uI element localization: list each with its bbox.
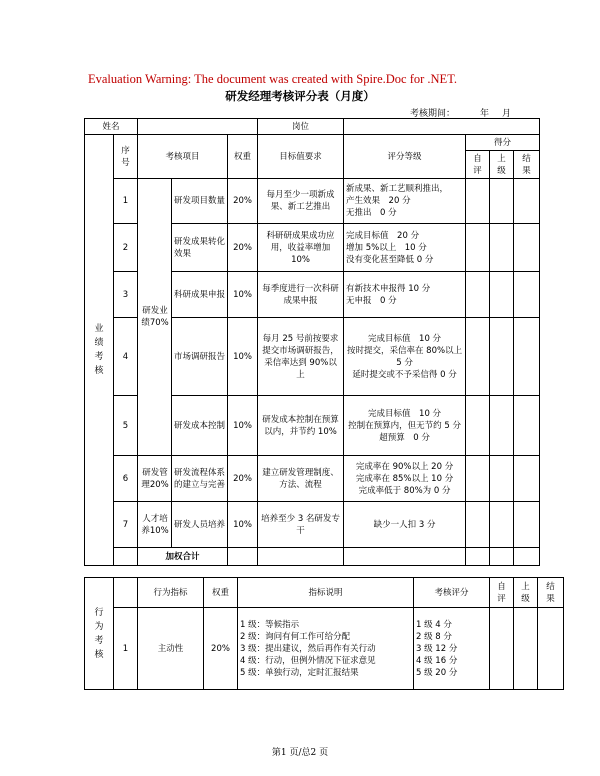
table-row bbox=[85, 502, 540, 548]
scoring-line: 完成率低于 80%为 0 分 bbox=[358, 485, 451, 496]
col-result-text: 结果 bbox=[522, 153, 531, 176]
period-month: 月 bbox=[502, 109, 512, 119]
row-scoring bbox=[344, 396, 466, 456]
score-superior[interactable] bbox=[490, 396, 514, 456]
row-no: 7 bbox=[114, 502, 138, 548]
perf-category-text: 业绩考核 bbox=[94, 324, 104, 376]
scoring-line: 有新技术申报得 10 分 bbox=[346, 283, 431, 294]
score-self[interactable] bbox=[466, 224, 490, 272]
score-superior[interactable] bbox=[490, 502, 514, 548]
header-row bbox=[85, 135, 540, 151]
row-scoring bbox=[344, 272, 466, 318]
col-weight: 权重 bbox=[228, 135, 258, 179]
level-line: 4 级：行动，但例外情况下征求意见 bbox=[240, 655, 376, 666]
row-no: 4 bbox=[114, 318, 138, 396]
row-item: 研发流程体系的建立与完善 bbox=[172, 456, 228, 502]
row-weight: 10% bbox=[228, 502, 258, 548]
perf-category bbox=[85, 135, 114, 566]
col-item: 考核项目 bbox=[138, 135, 228, 179]
row-target: 科研研成果成功应用，收益率增加 10% bbox=[258, 224, 344, 272]
col-weight: 权重 bbox=[204, 578, 238, 608]
score-result[interactable] bbox=[538, 608, 564, 690]
level-line: 1 级：等候指示 bbox=[240, 619, 300, 630]
group-label-text: 人才培养10% bbox=[141, 513, 169, 536]
score-self[interactable] bbox=[466, 318, 490, 396]
score-self[interactable] bbox=[490, 608, 514, 690]
row-weight: 20% bbox=[204, 608, 238, 690]
row-no: 5 bbox=[114, 396, 138, 456]
row-target: 建立研发管理制度、方法、流程 bbox=[258, 456, 344, 502]
row-scoring bbox=[344, 502, 466, 548]
score-superior[interactable] bbox=[490, 318, 514, 396]
scoring-line: 延时提交或不予采信得 0 分 bbox=[352, 369, 457, 380]
group-label-text: 研发管理20% bbox=[141, 467, 169, 490]
scoring-line: 完成率在 90%以上 20 分 bbox=[355, 461, 454, 472]
bonus-target bbox=[258, 548, 344, 566]
col-self-text: 自评 bbox=[497, 581, 506, 604]
scoring-line: 无申报 0 分 bbox=[346, 295, 397, 306]
row-no: 1 bbox=[114, 608, 138, 690]
col-score: 考核评分 bbox=[414, 578, 490, 608]
scoring-line: 增加 5%以上 10 分 bbox=[346, 242, 427, 253]
scoring-line: 缺少一人扣 3 分 bbox=[373, 519, 436, 530]
name-row bbox=[85, 119, 540, 135]
score-result[interactable] bbox=[514, 224, 540, 272]
score-result[interactable] bbox=[514, 318, 540, 396]
row-scoring bbox=[344, 456, 466, 502]
group-label bbox=[138, 179, 172, 456]
scoring-line: 无推出 0 分 bbox=[346, 208, 397, 218]
score-self[interactable] bbox=[466, 456, 490, 502]
col-no bbox=[114, 135, 138, 179]
col-result bbox=[514, 151, 540, 179]
score-superior[interactable] bbox=[490, 272, 514, 318]
behavior-category bbox=[85, 578, 114, 690]
row-item: 研发成本控制 bbox=[172, 396, 228, 456]
group-label bbox=[138, 456, 172, 502]
row-no: 6 bbox=[114, 456, 138, 502]
score-superior[interactable] bbox=[490, 456, 514, 502]
period-year: 年 bbox=[480, 109, 490, 119]
scoring-line: 完成目标值 10 分 bbox=[368, 408, 442, 419]
col-score-group: 得分 bbox=[466, 135, 540, 151]
col-superior-text: 上级 bbox=[497, 153, 506, 176]
group-label bbox=[138, 502, 172, 548]
col-indicator: 行为指标 bbox=[138, 578, 204, 608]
table-row bbox=[85, 179, 540, 224]
group-label-text: 研发业绩70% bbox=[141, 306, 169, 328]
level-line: 2 级：询问有何工作可给分配 bbox=[240, 631, 351, 642]
bonus-blank bbox=[114, 548, 138, 566]
name-value[interactable] bbox=[138, 119, 258, 135]
row-weight: 20% bbox=[228, 179, 258, 224]
behavior-header-row bbox=[85, 578, 564, 608]
score-result[interactable] bbox=[514, 456, 540, 502]
scoring-line: 没有变化甚至降低 0 分 bbox=[346, 254, 434, 265]
post-value[interactable] bbox=[344, 119, 540, 135]
score-self[interactable] bbox=[466, 396, 490, 456]
score-self[interactable] bbox=[466, 502, 490, 548]
scoring-line: 控制在预算内，但无节约 5 分 bbox=[348, 420, 461, 431]
row-weight: 20% bbox=[228, 456, 258, 502]
level-line: 3 级：提出建议，然后再作有关行动 bbox=[240, 643, 376, 654]
scoring-line: 超预算 0 分 bbox=[379, 432, 430, 443]
table-row bbox=[85, 456, 540, 502]
row-scores bbox=[414, 608, 490, 690]
row-no: 1 bbox=[114, 179, 138, 224]
row-target: 每季度进行一次科研成果申报 bbox=[258, 272, 344, 318]
bonus-scoring bbox=[344, 548, 466, 566]
row-scoring bbox=[344, 318, 471, 396]
score-result[interactable] bbox=[514, 179, 540, 224]
row-no: 2 bbox=[114, 224, 138, 272]
evaluation-warning: Evaluation Warning: The document was created with Spire.Doc for .NET. bbox=[88, 72, 458, 86]
bonus-weight[interactable] bbox=[228, 548, 258, 566]
row-target: 研发成本控制在预算以内，并节约 10% bbox=[258, 396, 344, 456]
row-target: 每月至少一项新成果、新工艺推出 bbox=[258, 179, 344, 224]
col-self-text: 自评 bbox=[473, 153, 482, 176]
col-desc: 指标说明 bbox=[238, 578, 414, 608]
score-line: 3 级 12 分 bbox=[416, 643, 458, 654]
scoring-line: 新成果、新工艺顺利推出， bbox=[346, 184, 449, 194]
row-item: 研发人员培养 bbox=[172, 502, 228, 548]
col-superior-text: 上级 bbox=[521, 581, 530, 604]
score-superior[interactable] bbox=[490, 179, 514, 224]
post-label: 岗位 bbox=[258, 119, 344, 135]
row-weight: 10% bbox=[228, 272, 258, 318]
scoring-line: 完成率在 85%以上 10 分 bbox=[355, 473, 454, 484]
bonus-row bbox=[85, 548, 540, 566]
col-self bbox=[490, 578, 514, 608]
row-item: 科研成果申报 bbox=[172, 272, 228, 318]
score-result[interactable] bbox=[514, 272, 540, 318]
row-no: 3 bbox=[114, 272, 138, 318]
score-result[interactable] bbox=[514, 396, 540, 456]
score-line: 2 级 8 分 bbox=[416, 631, 452, 642]
col-scoring: 评分等级 bbox=[344, 135, 466, 179]
score-self[interactable] bbox=[466, 179, 490, 224]
score-superior[interactable] bbox=[514, 608, 538, 690]
behavior-table bbox=[84, 577, 564, 690]
performance-table bbox=[84, 118, 540, 566]
period-label: 考核期间： bbox=[410, 109, 456, 119]
col-result bbox=[538, 578, 564, 608]
score-line: 5 级 20 分 bbox=[416, 667, 458, 678]
page-title: 研发经理考核评分表（月度） bbox=[225, 89, 375, 103]
row-indicator: 主动性 bbox=[138, 608, 204, 690]
row-scoring bbox=[344, 224, 466, 272]
col-blank bbox=[114, 578, 138, 608]
score-superior[interactable] bbox=[490, 224, 514, 272]
row-weight: 10% bbox=[228, 318, 258, 396]
row-levels bbox=[238, 608, 414, 690]
scoring-line: 产生效果 20 分 bbox=[346, 196, 411, 206]
row-target: 培养至少 3 名研发专干 bbox=[258, 502, 344, 548]
row-weight: 10% bbox=[228, 396, 258, 456]
score-line: 1 级 4 分 bbox=[416, 619, 452, 630]
col-target: 目标值要求 bbox=[258, 135, 344, 179]
scoring-line: 完成目标值 20 分 bbox=[346, 230, 420, 241]
col-self bbox=[466, 151, 490, 179]
row-scoring bbox=[344, 179, 466, 224]
behavior-category-text: 行为考核 bbox=[94, 607, 104, 660]
col-superior bbox=[514, 578, 538, 608]
col-no-text: 序号 bbox=[121, 145, 130, 168]
table-row bbox=[85, 608, 564, 690]
bonus-result[interactable] bbox=[514, 548, 540, 566]
row-item: 市场调研报告 bbox=[172, 318, 228, 396]
score-result[interactable] bbox=[514, 502, 540, 548]
bonus-self[interactable] bbox=[466, 548, 490, 566]
page-footer: 第1 页/总2 页 bbox=[271, 748, 329, 758]
bonus-label: 加权合计 bbox=[138, 548, 228, 566]
row-target: 每月 25 号前按要求提交市场调研报告，采信率达到 90%以上 bbox=[258, 318, 344, 396]
bonus-superior[interactable] bbox=[490, 548, 514, 566]
name-label: 姓名 bbox=[85, 119, 138, 135]
level-line: 5 级：单独行动，定时汇报结果 bbox=[240, 667, 359, 678]
row-item: 研发成果转化效果 bbox=[172, 224, 228, 272]
score-line: 4 级 16 分 bbox=[416, 655, 458, 666]
row-item: 研发项目数量 bbox=[172, 179, 228, 224]
score-self[interactable] bbox=[466, 272, 490, 318]
scoring-line: 按时提交，采信率在 80%以上 5 分 bbox=[346, 345, 471, 368]
col-result-text: 结果 bbox=[546, 581, 555, 604]
scoring-line: 完成目标值 10 分 bbox=[368, 333, 442, 344]
col-superior bbox=[490, 151, 514, 179]
row-weight: 20% bbox=[228, 224, 258, 272]
